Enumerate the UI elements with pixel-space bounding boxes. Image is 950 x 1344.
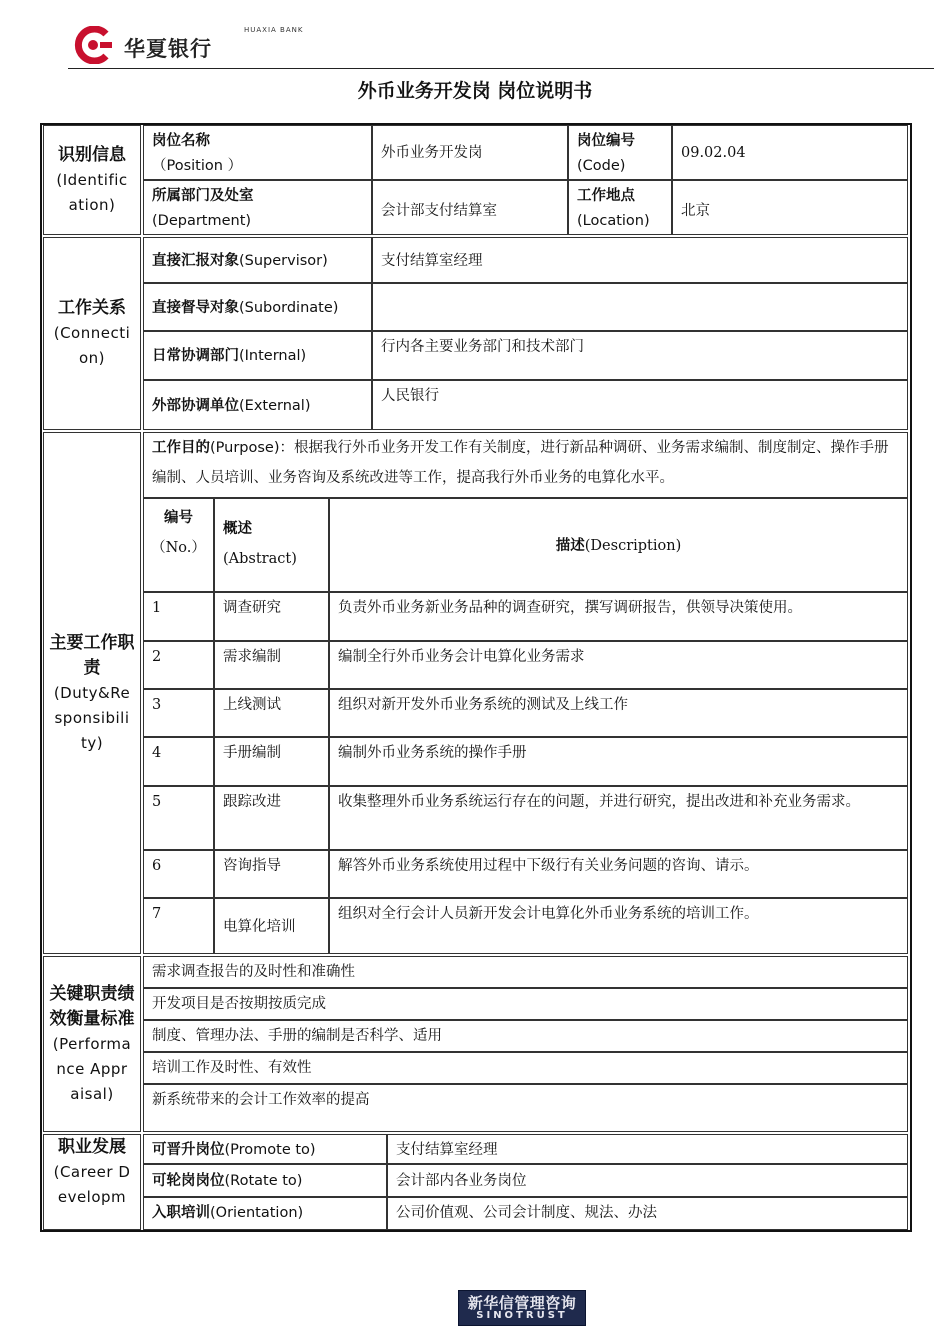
department-value: 会计部支付结算室 — [372, 180, 568, 235]
performance-item-3: 制度、管理办法、手册的编制是否科学、适用 — [143, 1020, 908, 1052]
supervisor-label: 直接汇报对象(Supervisor) — [143, 237, 372, 283]
duty-row-5-desc: 收集整理外币业务系统运行存在的问题，并进行研究，提出改进和补充业务需求。 — [329, 786, 908, 850]
footer-brand-cn: 新华信管理咨询 — [467, 1294, 577, 1312]
department-label: 所属部门及处室 (Department) — [143, 180, 372, 235]
orientation-label: 入职培训(Orientation) — [143, 1197, 387, 1230]
internal-label: 日常协调部门(Internal) — [143, 331, 372, 380]
purpose-label: 工作目的 — [152, 440, 210, 456]
performance-item-1: 需求调查报告的及时性和准确性 — [143, 956, 908, 988]
col-description-header: 描述(Description) — [329, 498, 908, 592]
section-performance: 关键职责绩效衡量标准 (Performance Appraisal) — [43, 956, 141, 1132]
promote-value: 支付结算室经理 — [387, 1134, 908, 1164]
performance-item-4: 培训工作及时性、有效性 — [143, 1052, 908, 1084]
duty-row-7-abstract: 电算化培训 — [214, 898, 329, 954]
rotate-label: 可轮岗岗位(Rotate to) — [143, 1164, 387, 1197]
col-abstract-header: 概述 (Abstract) — [214, 498, 329, 592]
sinotrust-logo — [458, 1290, 586, 1326]
subordinate-value — [372, 283, 908, 331]
section-duties: 主要工作职责 (Duty&Responsibility) — [43, 432, 141, 954]
position-label: 岗位名称 （Position ） — [143, 125, 372, 180]
duty-row-6-abstract: 咨询指导 — [214, 850, 329, 898]
duty-row-1-no: 1 — [143, 592, 214, 641]
code-value: 09.02.04 — [672, 125, 908, 180]
page-header — [68, 24, 934, 69]
performance-item-2: 开发项目是否按期按质完成 — [143, 988, 908, 1020]
duty-row-4-desc: 编制外币业务系统的操作手册 — [329, 737, 908, 786]
page-title: 外币业务开发岗 岗位说明书 — [357, 80, 593, 102]
duty-row-3-abstract: 上线测试 — [214, 689, 329, 737]
location-value: 北京 — [672, 180, 908, 235]
duty-row-1-abstract: 调查研究 — [214, 592, 329, 641]
external-value: 人民银行 — [372, 380, 908, 430]
performance-item-5: 新系统带来的会计工作效率的提高 — [143, 1084, 908, 1132]
duty-row-7-no: 7 — [143, 898, 214, 954]
duty-row-1-desc: 负责外币业务新业务品种的调查研究，撰写调研报告，供领导决策使用。 — [329, 592, 908, 641]
section-identification: 识别信息 (Identification) — [43, 125, 141, 235]
huaxia-bank-logo-icon — [72, 26, 114, 64]
footer-brand-en: SINOTRUST — [476, 1310, 568, 1321]
code-label: 岗位编号 (Code) — [568, 125, 672, 180]
location-label: 工作地点 (Location) — [568, 180, 672, 235]
subordinate-label: 直接督导对象(Subordinate) — [143, 283, 372, 331]
duty-row-5-no: 5 — [143, 786, 214, 850]
duty-row-2-no: 2 — [143, 641, 214, 689]
supervisor-value: 支付结算室经理 — [372, 237, 908, 283]
section-connection: 工作关系 (Connection) — [43, 237, 141, 430]
duty-row-2-desc: 编制全行外币业务会计电算化业务需求 — [329, 641, 908, 689]
purpose-cell: 工作目的(Purpose)：根据我行外币业务开发工作有关制度，进行新品种调研、业务需求编制、制度制定、操作手册编制、人员培训、业务咨询及系统改进等工作，提高我行外币业务的电算化水平。 — [143, 432, 908, 498]
brand-name-cn: 华夏银行 — [124, 37, 212, 61]
section-career: 职业发展 (Career Developm — [43, 1134, 141, 1230]
duty-row-5-abstract: 跟踪改进 — [214, 786, 329, 850]
duty-row-6-desc: 解答外币业务系统使用过程中下级行有关业务问题的咨询、请示。 — [329, 850, 908, 898]
purpose-text: 根据我行外币业务开发工作有关制度，进行新品种调研、业务需求编制、制度制定、操作手册编制、人员培训、业务咨询及系统改进等工作，提高我行外币业务的电算化水平。 — [152, 440, 889, 486]
duty-row-4-no: 4 — [143, 737, 214, 786]
duty-row-4-abstract: 手册编制 — [214, 737, 329, 786]
col-no-header: 编号 （No.） — [143, 498, 214, 592]
external-label: 外部协调单位(External) — [143, 380, 372, 430]
promote-label: 可晋升岗位(Promote to) — [143, 1134, 387, 1164]
duty-row-3-no: 3 — [143, 689, 214, 737]
duty-row-7-desc: 组织对全行会计人员新开发会计电算化外币业务系统的培训工作。 — [329, 898, 908, 954]
internal-value: 行内各主要业务部门和技术部门 — [372, 331, 908, 380]
brand-name-en: HUAXIA BANK — [244, 26, 304, 34]
duty-row-2-abstract: 需求编制 — [214, 641, 329, 689]
duty-row-6-no: 6 — [143, 850, 214, 898]
rotate-value: 会计部内各业务岗位 — [387, 1164, 908, 1197]
duty-row-3-desc: 组织对新开发外币业务系统的测试及上线工作 — [329, 689, 908, 737]
orientation-value: 公司价值观、公司会计制度、规法、办法 — [387, 1197, 908, 1230]
position-value: 外币业务开发岗 — [372, 125, 568, 180]
